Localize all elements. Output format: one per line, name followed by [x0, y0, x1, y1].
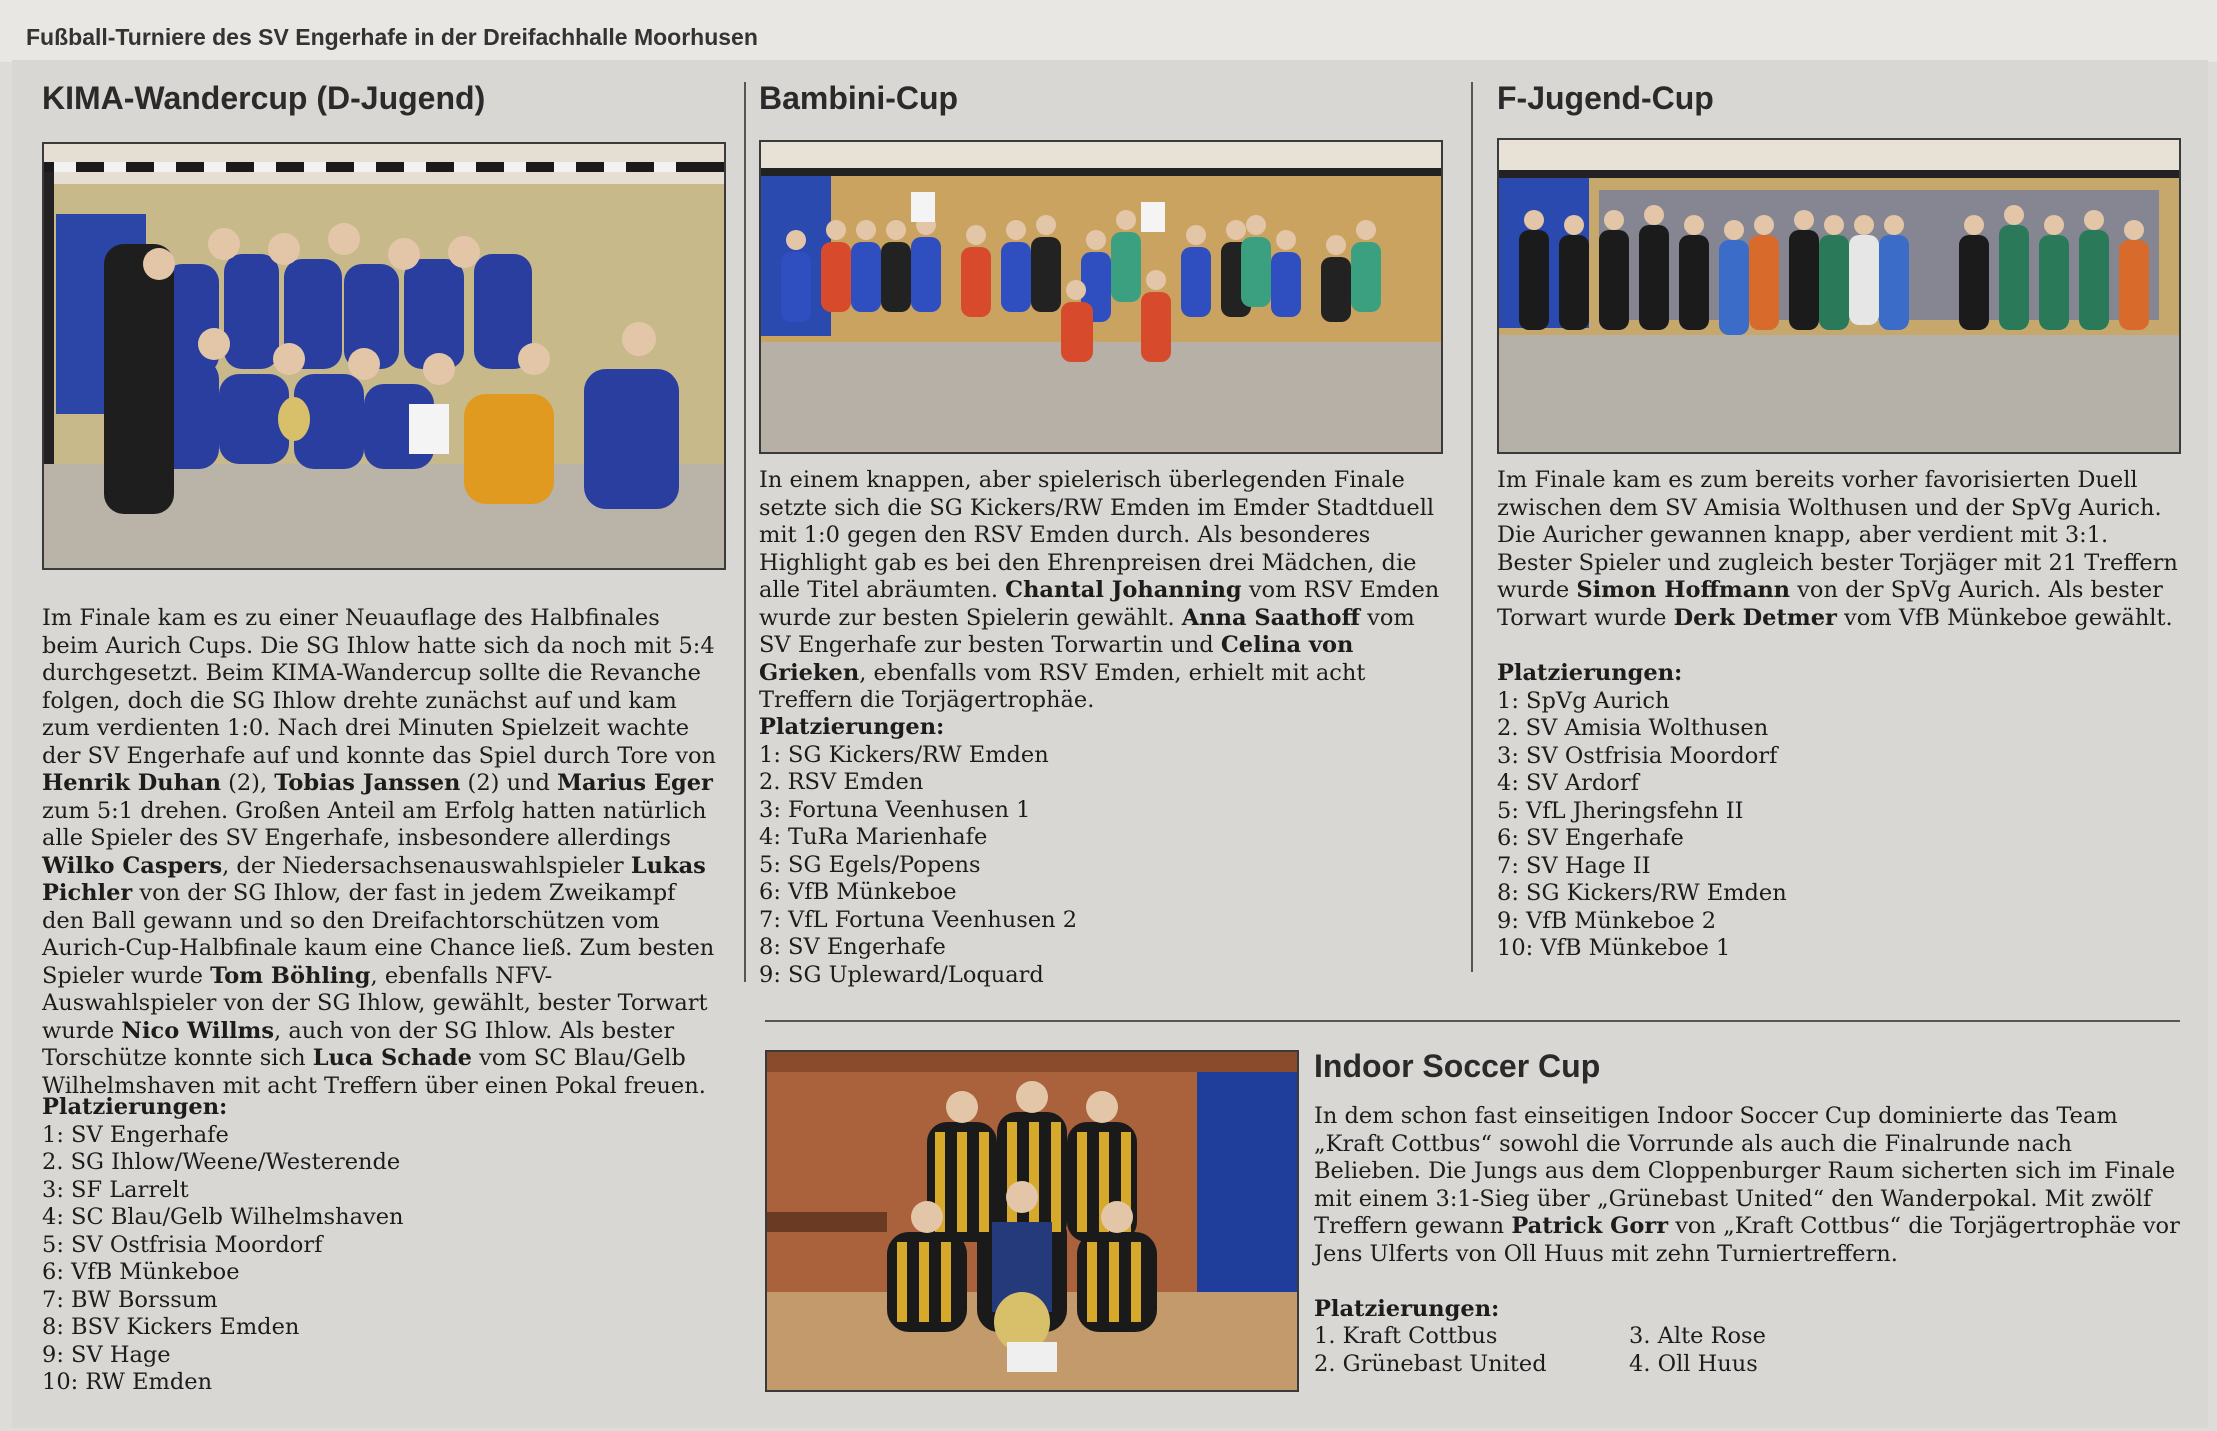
indoor-placements [1314, 1296, 2180, 1377]
text-segment: , der Niedersachsenauswahlspieler [222, 852, 631, 879]
kima-heading: KIMA-Wandercup (D-Jugend) [42, 80, 486, 116]
list-item: 9: SV Hage [42, 1341, 171, 1368]
list-item: 2. Grünebast United [1314, 1350, 1547, 1377]
list-item: 3: Fortuna Veenhusen 1 [759, 796, 1031, 823]
highlighted-name: Tom Böhling [210, 962, 371, 989]
list-item: 2. SG Ihlow/Weene/Westerende [42, 1149, 401, 1175]
list-item: 2. SV Amisia Wolthusen [1497, 715, 1769, 741]
kima-placements [42, 1094, 722, 1397]
list-item: 10: RW Emden [42, 1369, 213, 1395]
highlighted-name: Nico Willms [121, 1017, 275, 1044]
bambini-placements-title: Platzierungen: [759, 714, 945, 740]
highlighted-name: Simon Hoffmann [1576, 577, 1791, 603]
indoor-team-photo [765, 1050, 1299, 1392]
indoor-heading: Indoor Soccer Cup [1314, 1048, 1601, 1084]
list-item: 6: SV Engerhafe [1497, 825, 1684, 851]
page-kicker: Fußball-Turniere des SV Engerhafe in der Dreifachhalle Moorhusen [26, 24, 758, 50]
indoor-placements-left [1314, 1323, 1614, 1378]
list-item: 2. RSV Emden [759, 769, 924, 795]
text-segment: vom SC Blau/Gelb Wilhelmshaven mit acht Treffern über einen Pokal freuen. [42, 1045, 706, 1099]
list-item: 6: VfB Münkeboe [42, 1259, 240, 1285]
highlighted-name: Marius Eger [557, 770, 713, 796]
text-segment: zum 5:1 drehen. Großen Anteil am Erfolg hatten natürlich alle Spieler des SV Engerhafe, insbesondere allerdings [42, 797, 707, 851]
text-segment: , ebenfalls NFV-Auswahlspieler von der SG Ihlow, gewählt, bester Torwart wurde [42, 962, 708, 1044]
list-item: 7: BW Borssum [42, 1286, 218, 1313]
indoor-placements-title: Platzierungen: [1314, 1296, 1500, 1322]
list-item: 1. Kraft Cottbus [1314, 1323, 1498, 1349]
list-item: 3: SF Larrelt [42, 1176, 189, 1203]
bambini-team-photo [759, 140, 1443, 454]
text-segment: In einem knappen, aber spielerisch überlegenden Finale setzte sich die SG Kickers/RW Emden im Emder Stadtduell mit 1:0 gegen den RSV Emden durch. Als besonderes Highlight gab es bei den Ehrenpreisen drei Mädchen, die alle Titel abräumten. [759, 467, 1435, 603]
list-item: 7: SV Hage II [1497, 852, 1651, 879]
list-item: 5: SG Egels/Popens [759, 851, 981, 878]
text-segment: vom RSV Emden wurde zur besten Spielerin gewählt. [759, 577, 1440, 631]
bambini-placements [759, 714, 1439, 989]
fjugend-placements-title: Platzierungen: [1497, 660, 1683, 686]
list-item: 3. Alte Rose [1629, 1323, 1766, 1349]
highlighted-name: Henrik Duhan [42, 770, 221, 796]
highlighted-name: Wilko Caspers [42, 852, 223, 879]
list-item: 10: VfB Münkeboe 1 [1497, 935, 1731, 961]
bambini-heading: Bambini-Cup [759, 80, 959, 116]
fjugend-team-photo [1497, 138, 2181, 454]
section-divider [765, 1020, 2180, 1022]
text-segment: , ebenfalls vom RSV Emden, erhielt mit acht Treffern die Torjägertrophäe. [759, 659, 1366, 713]
kima-placements-title: Platzierungen: [42, 1094, 228, 1120]
list-item: 1: SpVg Aurich [1497, 687, 1670, 714]
text-segment: (2), [220, 770, 275, 796]
highlighted-name: Chantal Johanning [1005, 577, 1242, 603]
text-segment: , auch von der SG Ihlow. Als bester Torschütze konnte sich [42, 1017, 675, 1071]
fjugend-placements [1497, 660, 2177, 963]
kima-team-photo [42, 142, 726, 570]
list-item: 4. Oll Huus [1629, 1350, 1758, 1377]
column-divider [744, 82, 746, 982]
list-item: 9: SG Upleward/Loquard [759, 961, 1044, 988]
text-segment: In dem schon fast einseitigen Indoor Soccer Cup dominierte das Team „Kraft Cottbus“ sowohl die Vorrunde als auch die Finalrunde nach Belieben. Die Jungs aus dem Cloppenburger Raum sicherten sich im Finale mit einem 3:1-Sieg über „Grünebast United“ den Wanderpokal. Mit zwölf Treffern gewann [1314, 1103, 2176, 1239]
text-segment: Im Finale kam es zum bereits vorher favorisierten Duell zwischen dem SV Amisia Wolthusen und der SpVg Aurich. Die Auricher gewannen knapp, aber verdient mit 3:1. Bester Spieler und zugleich bester Torjäger mit 21 Treffern wurde [1497, 467, 2178, 603]
text-segment: von der SG Ihlow, der fast in jedem Zweikampf den Ball gewann und so den Dreifachtorschützen vom Aurich-Cup-Halbfinale kaum eine Chance ließ. Zum besten Spieler wurde [42, 880, 715, 989]
text-segment: vom VfB Münkeboe gewählt. [1836, 604, 2173, 631]
indoor-article-text [1314, 1103, 2180, 1268]
list-item: 8: SG Kickers/RW Emden [1497, 880, 1787, 906]
list-item: 8: BSV Kickers Emden [42, 1314, 300, 1340]
kima-article-text [42, 605, 722, 1100]
text-segment: (2) und [460, 770, 558, 796]
list-item: 5: VfL Jheringsfehn II [1497, 797, 1744, 824]
highlighted-name: Lukas Pichler [42, 852, 706, 906]
indoor-placements-right [1629, 1323, 1929, 1378]
highlighted-name: Tobias Janssen [274, 770, 461, 796]
list-item: 1: SG Kickers/RW Emden [759, 741, 1049, 768]
text-segment: vom SV Engerhafe zur besten Torwartin und [759, 604, 1415, 658]
list-item: 1: SV Engerhafe [42, 1121, 229, 1148]
highlighted-name: Luca Schade [312, 1045, 472, 1071]
highlighted-name: Derk Detmer [1673, 604, 1837, 631]
text-segment: von der SpVg Aurich. Als bester Torwart wurde [1497, 577, 2163, 631]
highlighted-name: Celina von Grieken [759, 632, 1354, 686]
column-divider [1471, 82, 1473, 972]
list-item: 7: VfL Fortuna Veenhusen 2 [759, 906, 1078, 933]
list-item: 6: VfB Münkeboe [759, 879, 957, 905]
highlighted-name: Anna Saathoff [1181, 604, 1360, 631]
list-item: 9: VfB Münkeboe 2 [1497, 907, 1717, 934]
list-item: 4: TuRa Marienhafe [759, 824, 988, 850]
fjugend-heading: F-Jugend-Cup [1497, 80, 1714, 116]
text-segment: von „Kraft Cottbus“ die Torjägertrophäe vor Jens Ulferts von Oll Huus mit zehn Turniertreffern. [1314, 1213, 2180, 1267]
fjugend-article-text [1497, 467, 2187, 632]
list-item: 8: SV Engerhafe [759, 934, 946, 960]
text-segment: Im Finale kam es zu einer Neuauflage des Halbfinales beim Aurich Cups. Die SG Ihlow hatte sich da noch mit 5:4 durchgesetzt. Beim KIMA-Wandercup sollte die Revanche folgen, doch die SG Ihlow drehte zunächst auf und kam zum verdienten 1:0. Nach drei Minuten Spielzeit wachte der SV Engerhafe auf und konnte das Spiel durch Tore von [42, 605, 716, 769]
list-item: 5: SV Ostfrisia Moordorf [42, 1231, 323, 1258]
kima-placements-list [42, 1122, 722, 1397]
list-item: 3: SV Ostfrisia Moordorf [1497, 742, 1778, 769]
bambini-placements-list [759, 742, 1439, 990]
list-item: 4: SC Blau/Gelb Wilhelmshaven [42, 1204, 404, 1230]
fjugend-placements-list [1497, 688, 2177, 963]
bambini-article-text [759, 467, 1449, 715]
highlighted-name: Patrick Gorr [1511, 1213, 1669, 1239]
list-item: 4: SV Ardorf [1497, 770, 1639, 796]
